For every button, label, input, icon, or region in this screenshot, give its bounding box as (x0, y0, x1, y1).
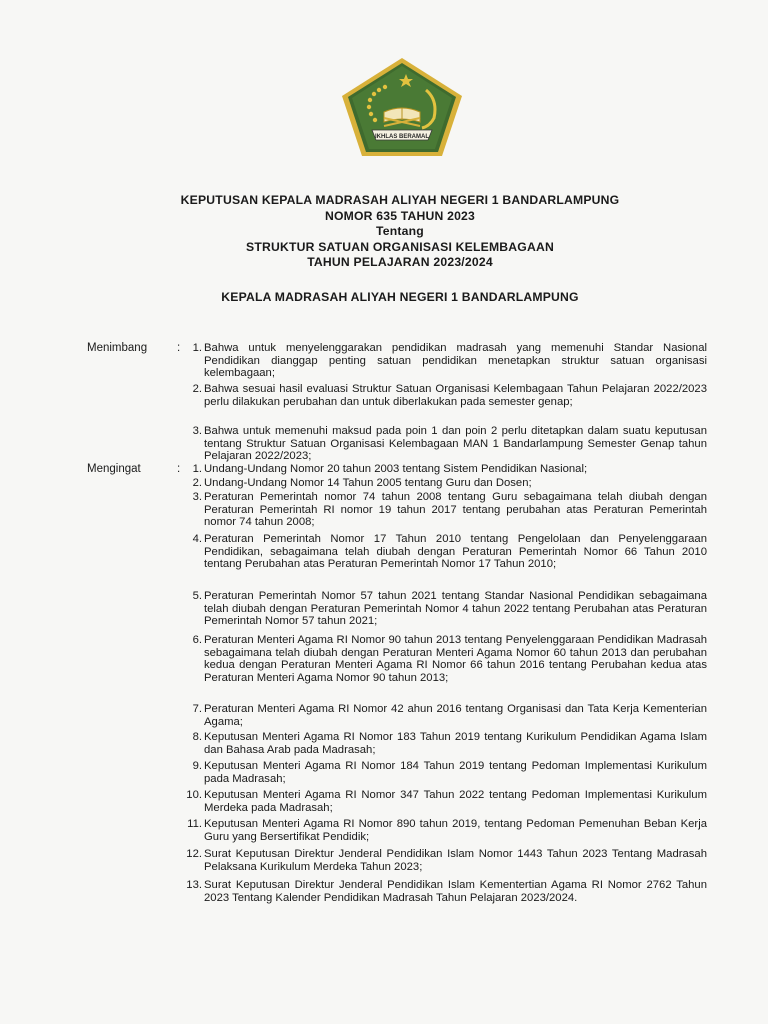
menimbang-colon: : (177, 342, 181, 354)
decree-title: KEPUTUSAN KEPALA MADRASAH ALIYAH NEGERI 1 BANDARLAMPUNG (180, 193, 620, 207)
item-number: 3. (192, 425, 202, 437)
emblem-icon (340, 56, 464, 158)
mengingat-label: Mengingat (87, 463, 141, 475)
item-number: 1. (192, 342, 202, 354)
item-number: 10. (186, 789, 202, 801)
item-text: Peraturan Pemerintah nomor 74 tahun 2008 tentang Guru sebagaimana telah diubah dengan Peraturan Pemerintah RI nomor 19 tahun 2017 tentang perubahan atas Peraturan Pemerintah nomor 74 tahun 2008; (204, 491, 707, 529)
item-number: 8. (192, 731, 202, 743)
item-text: Keputusan Menteri Agama RI Nomor 890 tahun 2019, tentang Pedoman Pemenuhan Beban Kerja Guru yang Bersertifikat Pendidik; (204, 818, 707, 843)
item-text: Undang-Undang Nomor 20 tahun 2003 tentang Sistem Pendidikan Nasional; (204, 463, 588, 475)
item-text: Peraturan Menteri Agama RI Nomor 42 ahun 2016 tentang Organisasi dan Tata Kerja Kementerian Agama; (204, 703, 707, 728)
decree-year: TAHUN PELAJARAN 2023/2024 (307, 255, 493, 269)
item-text: Surat Keputusan Direktur Jenderal Pendidikan Islam Nomor 1443 Tahun 2023 Tentang Madrasah Pelaksana Kurikulum Merdeka Tahun 2023; (204, 848, 707, 873)
item-text: Keputusan Menteri Agama RI Nomor 183 Tahun 2019 tentang Kurikulum Pendidikan Agama Islam dan Bahasa Arab pada Madrasah; (204, 731, 707, 756)
svg-text:IKHLAS BERAMAL: IKHLAS BERAMAL (375, 134, 429, 140)
menimbang-label: Menimbang (87, 342, 148, 354)
item-text: Surat Keputusan Direktur Jenderal Pendidikan Islam Kementertian Agama RI Nomor 2762 Tahun 2023 Tentang Kalender Pendidikan Madrasah Tahun Pelajaran 2023/2024. (204, 879, 707, 904)
item-number: 4. (192, 533, 202, 545)
item-number: 6. (192, 634, 202, 646)
decree-header (0, 193, 768, 271)
item-number: 2. (192, 477, 202, 489)
item-text: Keputusan Menteri Agama RI Nomor 347 Tahun 2022 tentang Pedoman Implementasi Kurikulum Merdeka pada Madrasah; (204, 789, 707, 814)
decree-subject: STRUKTUR SATUAN ORGANISASI KELEMBAGAAN (246, 239, 554, 254)
item-number: 9. (192, 760, 202, 772)
item-number: 12. (186, 848, 202, 860)
decree-number: NOMOR 635 TAHUN 2023 (324, 208, 476, 223)
item-number: 1. (192, 463, 202, 475)
item-number: 13. (186, 879, 202, 891)
item-text: Peraturan Pemerintah Nomor 57 tahun 2021 tentang Standar Nasional Pendidikan sebagaimana telah diubah dengan Peraturan Pemerintah Nomor 4 tahun 2022 tentang Perubahan atas Peraturan Pemerintah Nomor 57 tahun 2021; (204, 590, 707, 628)
decree-issuer: KEPALA MADRASAH ALIYAH NEGERI 1 BANDARLAMPUNG (221, 290, 579, 304)
item-number: 2. (192, 383, 202, 395)
item-number: 5. (192, 590, 202, 602)
item-text: Bahwa untuk memenuhi maksud pada poin 1 dan poin 2 perlu ditetapkan dalam suatu keputusan tentang Struktur Satuan Organisasi Kelembagaan MAN 1 Bandarlampung Semester Genap tahun Pelajaran 2022/2023; (204, 425, 707, 463)
item-number: 3. (192, 491, 202, 503)
item-text: Bahwa untuk menyelenggarakan pendidikan madrasah yang memenuhi Standar Nasional Pendidikan dianggap penting satuan pendidikan menetapkan struktur satuan organisasi kelembagaan; (204, 342, 707, 380)
decree-about: Tentang (376, 224, 424, 238)
mengingat-colon: : (177, 463, 181, 475)
item-text: Undang-Undang Nomor 14 Tahun 2005 tentang Guru dan Dosen; (204, 477, 532, 489)
item-number: 7. (192, 703, 202, 715)
item-number: 11. (187, 818, 202, 830)
item-text: Peraturan Menteri Agama RI Nomor 90 tahun 2013 tentang Penyelenggaraan Pendidikan Madrasah sebagaimana telah diubah dengan Peraturan Menteri Agama Nomor 60 tahun 2013 dan perubahan kedua dengan Peraturan Menteri Agama RI Nomor 66 tahun 2016 tentang Perubahan kedua atas Peraturan Menteri Agama Nomor 90 tahun 2013; (204, 634, 707, 684)
item-text: Keputusan Menteri Agama RI Nomor 184 Tahun 2019 tentang Pedoman Implementasi Kurikulum pada Madrasah; (204, 760, 707, 785)
ministry-emblem-logo (340, 56, 464, 158)
item-text: Peraturan Pemerintah Nomor 17 Tahun 2010 tentang Pengelolaan dan Penyelenggaraan Pendidikan, sebagaimana telah diubah dengan Peraturan Pemerintah Nomor 66 Tahun 2010 tentang Perubahan atas Peraturan Pemerintah Nomor 17 Tahun 2010; (204, 533, 707, 571)
item-text: Bahwa sesuai hasil evaluasi Struktur Satuan Organisasi Kelembagaan Tahun Pelajaran 2022/2023 perlu dilakukan perubahan dan untuk diberlakukan pada semester genap; (204, 383, 707, 408)
